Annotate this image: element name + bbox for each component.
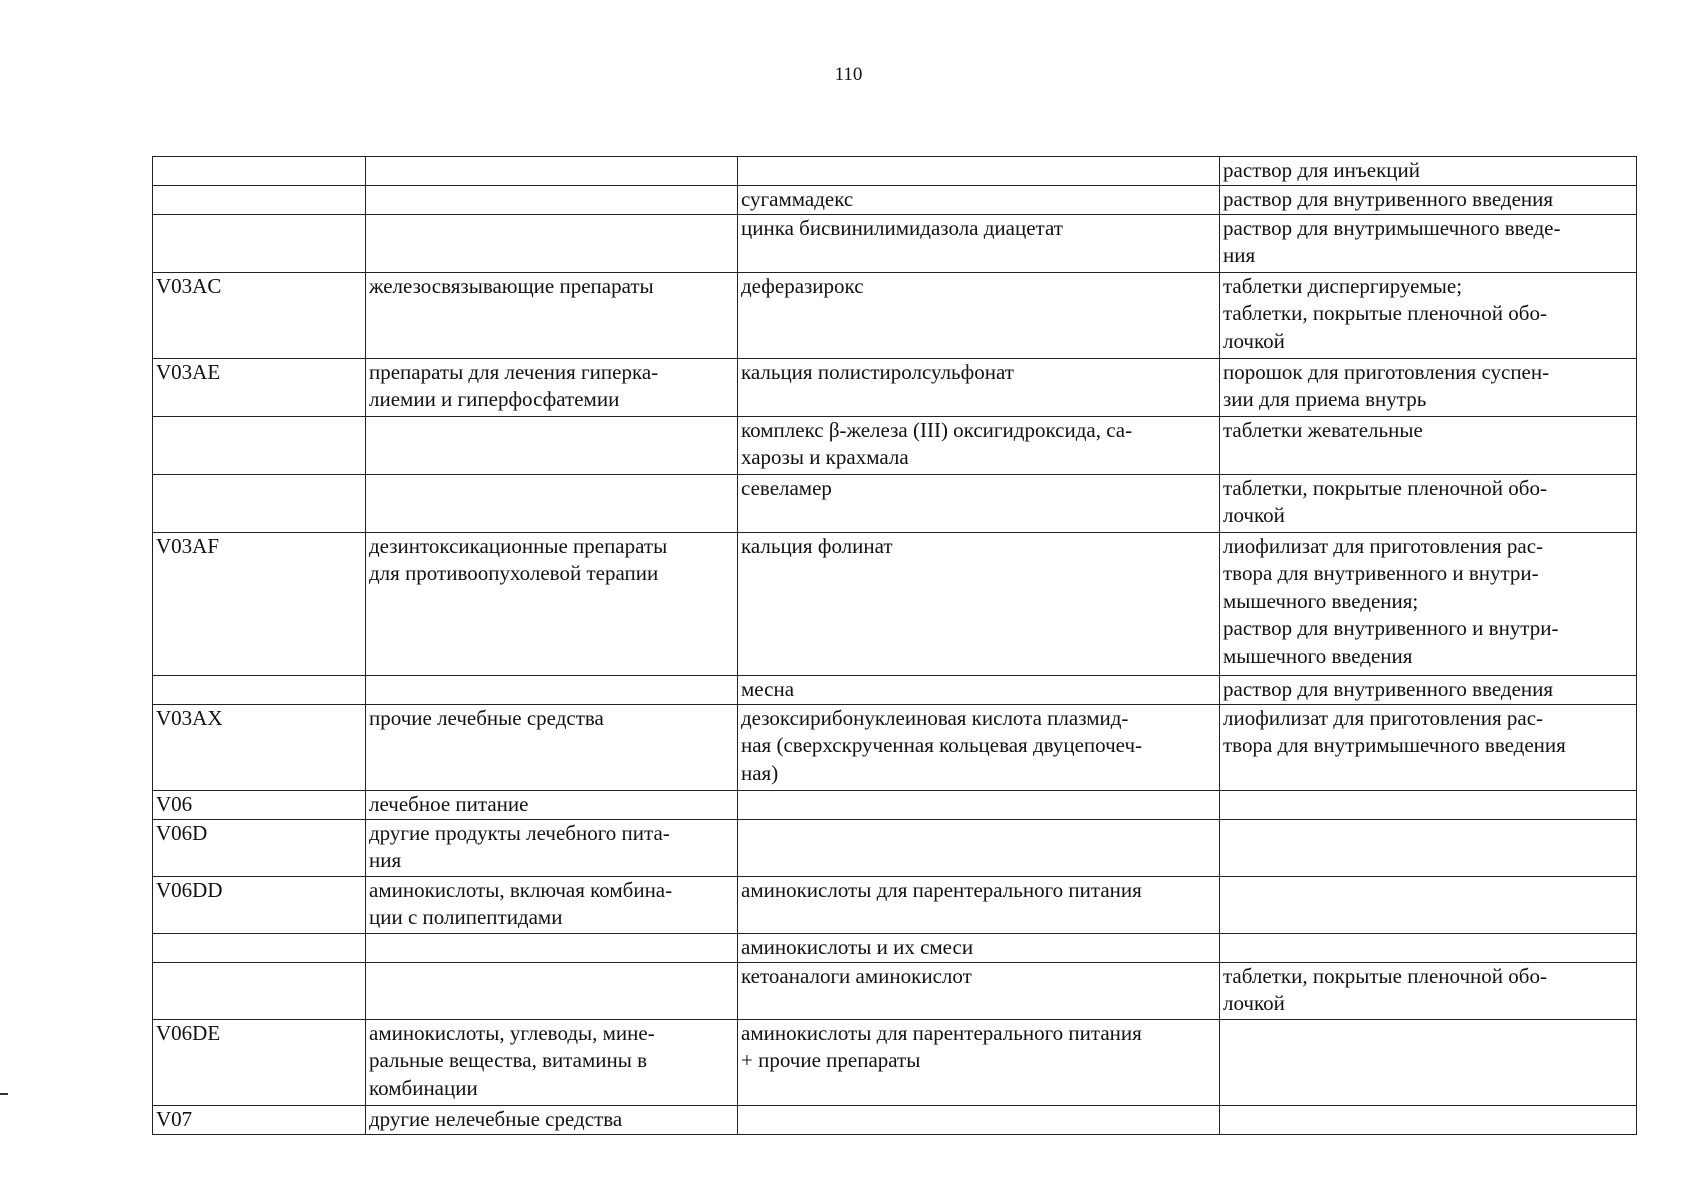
- atc-code-cell: [153, 962, 366, 1019]
- group-name-cell: [366, 532, 738, 675]
- dosage-form: таблетки, покрытые пленочной обо- лочкой: [1223, 475, 1547, 528]
- table-row: [153, 214, 1637, 272]
- dosage-form-cell: [1220, 186, 1637, 215]
- atc-code: V06D: [156, 820, 208, 845]
- margin-dash: [0, 1093, 8, 1095]
- dosage-form-cell: [1220, 272, 1637, 358]
- drug-table: [152, 156, 1637, 1135]
- drug-table-body: [153, 157, 1637, 1135]
- group-name: прочие лечебные средства: [369, 705, 604, 730]
- group-name-cell: [366, 416, 738, 474]
- atc-code: V03AE: [156, 359, 221, 384]
- atc-code: V06DD: [156, 877, 223, 902]
- group-name: препараты для лечения гиперка- лиемии и гиперфосфатемии: [369, 359, 659, 412]
- dosage-form-cell: [1220, 704, 1637, 790]
- dosage-form-cell: [1220, 675, 1637, 704]
- dosage-form-cell: [1220, 933, 1637, 962]
- dosage-form-cell: [1220, 416, 1637, 474]
- substance-cell: [738, 358, 1220, 416]
- dosage-form: раствор для внутривенного введения: [1223, 187, 1554, 211]
- table-row: [153, 272, 1637, 358]
- group-name-cell: [366, 876, 738, 933]
- atc-code: V07: [156, 1106, 193, 1131]
- atc-code-cell: [153, 358, 366, 416]
- dosage-form-cell: [1220, 790, 1637, 819]
- group-name-cell: [366, 819, 738, 876]
- substance-name: кальция полистиролсульфонат: [741, 359, 1014, 384]
- substance-cell: [738, 790, 1220, 819]
- dosage-form-cell: [1220, 819, 1637, 876]
- table-row: [153, 962, 1637, 1019]
- substance-name: цинка бисвинилимидазола диацетат: [741, 215, 1063, 240]
- substance-cell: [738, 532, 1220, 675]
- atc-code-cell: [153, 416, 366, 474]
- dosage-form-cell: [1220, 358, 1637, 416]
- group-name-cell: [366, 1105, 738, 1134]
- atc-code-cell: [153, 474, 366, 532]
- group-name-cell: [366, 157, 738, 186]
- group-name-cell: [366, 474, 738, 532]
- dosage-form: таблетки жевательные: [1223, 417, 1423, 442]
- atc-code-cell: [153, 790, 366, 819]
- page-number: 110: [834, 64, 863, 85]
- atc-code-cell: [153, 214, 366, 272]
- table-row: [153, 1019, 1637, 1105]
- group-name: железосвязывающие препараты: [369, 273, 654, 298]
- group-name-cell: [366, 704, 738, 790]
- dosage-form: раствор для внутримышечного введе- ния: [1223, 215, 1561, 268]
- substance-name: аминокислоты и их смеси: [741, 934, 974, 959]
- group-name-cell: [366, 962, 738, 1019]
- table-row: [153, 876, 1637, 933]
- substance-name: аминокислоты для парентерального питания: [741, 877, 1142, 902]
- substance-cell: [738, 933, 1220, 962]
- group-name: другие продукты лечебного пита- ния: [369, 820, 670, 873]
- atc-code-cell: [153, 272, 366, 358]
- atc-code: V06: [156, 791, 193, 816]
- group-name-cell: [366, 358, 738, 416]
- substance-name: кальция фолинат: [741, 533, 893, 558]
- dosage-form-cell: [1220, 1019, 1637, 1105]
- dosage-form: раствор для инъекций: [1223, 158, 1420, 182]
- atc-code-cell: [153, 933, 366, 962]
- atc-code: V06DE: [156, 1020, 221, 1045]
- atc-code-cell: [153, 675, 366, 704]
- group-name: дезинтоксикационные препараты для противоопухолевой терапии: [369, 533, 668, 586]
- atc-code-cell: [153, 532, 366, 675]
- substance-name: дезоксирибонуклеиновая кислота плазмид- ная (сверхскрученная кольцевая двуцепочеч- ная): [741, 705, 1143, 785]
- group-name-cell: [366, 790, 738, 819]
- group-name-cell: [366, 186, 738, 215]
- table-row: [153, 157, 1637, 186]
- group-name: лечебное питание: [369, 791, 529, 816]
- substance-name: комплекс β-железа (III) оксигидроксида, са- харозы и крахмала: [741, 417, 1133, 470]
- dosage-form-cell: [1220, 157, 1637, 186]
- dosage-form: таблетки диспергируемые; таблетки, покрытые пленочной обо- лочкой: [1223, 273, 1547, 353]
- table-row: [153, 358, 1637, 416]
- substance-name: кетоаналоги аминокислот: [741, 963, 972, 988]
- substance-cell: [738, 416, 1220, 474]
- substance-cell: [738, 704, 1220, 790]
- dosage-form: раствор для внутривенного введения: [1223, 676, 1554, 701]
- group-name-cell: [366, 1019, 738, 1105]
- table-row: [153, 819, 1637, 876]
- substance-name: аминокислоты для парентерального питания + прочие препараты: [741, 1020, 1142, 1073]
- atc-code: V03AC: [156, 273, 222, 298]
- dosage-form-cell: [1220, 532, 1637, 675]
- substance-cell: [738, 876, 1220, 933]
- dosage-form-cell: [1220, 214, 1637, 272]
- group-name: другие нелечебные средства: [369, 1106, 623, 1131]
- group-name-cell: [366, 214, 738, 272]
- dosage-form: порошок для приготовления суспен- зии для приема внутрь: [1223, 359, 1550, 412]
- atc-code-cell: [153, 1105, 366, 1134]
- substance-cell: [738, 675, 1220, 704]
- substance-cell: [738, 272, 1220, 358]
- table-row: [153, 186, 1637, 215]
- table-row: [153, 416, 1637, 474]
- dosage-form: лиофилизат для приготовления рас- твора для внутривенного и внутри- мышечного введения; раствор для внутривенного и внутри- мышечного введения: [1223, 533, 1559, 668]
- table-row: [153, 933, 1637, 962]
- group-name: аминокислоты, углеводы, мине- ральные вещества, витамины в комбинации: [369, 1020, 655, 1100]
- substance-cell: [738, 819, 1220, 876]
- atc-code-cell: [153, 1019, 366, 1105]
- substance-cell: [738, 157, 1220, 186]
- atc-code-cell: [153, 186, 366, 215]
- atc-code-cell: [153, 704, 366, 790]
- table-row: [153, 532, 1637, 675]
- dosage-form-cell: [1220, 1105, 1637, 1134]
- substance-name: деферазирокс: [741, 273, 864, 298]
- table-row: [153, 704, 1637, 790]
- substance-cell: [738, 214, 1220, 272]
- atc-code-cell: [153, 876, 366, 933]
- substance-name: месна: [741, 676, 795, 701]
- group-name-cell: [366, 933, 738, 962]
- dosage-form-cell: [1220, 962, 1637, 1019]
- group-name-cell: [366, 675, 738, 704]
- table-row: [153, 474, 1637, 532]
- group-name: аминокислоты, включая комбина- ции с полипептидами: [369, 877, 673, 930]
- dosage-form-cell: [1220, 876, 1637, 933]
- dosage-form: таблетки, покрытые пленочной обо- лочкой: [1223, 963, 1547, 1016]
- substance-cell: [738, 186, 1220, 215]
- substance-name: севеламер: [741, 475, 832, 500]
- substance-cell: [738, 474, 1220, 532]
- atc-code-cell: [153, 819, 366, 876]
- substance-cell: [738, 1105, 1220, 1134]
- atc-code: V03AF: [156, 533, 220, 558]
- table-row: [153, 675, 1637, 704]
- dosage-form-cell: [1220, 474, 1637, 532]
- atc-code: V03AX: [156, 705, 223, 730]
- table-row: [153, 1105, 1637, 1134]
- atc-code-cell: [153, 157, 366, 186]
- table-row: [153, 790, 1637, 819]
- dosage-form: лиофилизат для приготовления рас- твора для внутримышечного введения: [1223, 705, 1566, 758]
- substance-cell: [738, 1019, 1220, 1105]
- substance-cell: [738, 962, 1220, 1019]
- group-name-cell: [366, 272, 738, 358]
- substance-name: сугаммадекс: [741, 187, 854, 211]
